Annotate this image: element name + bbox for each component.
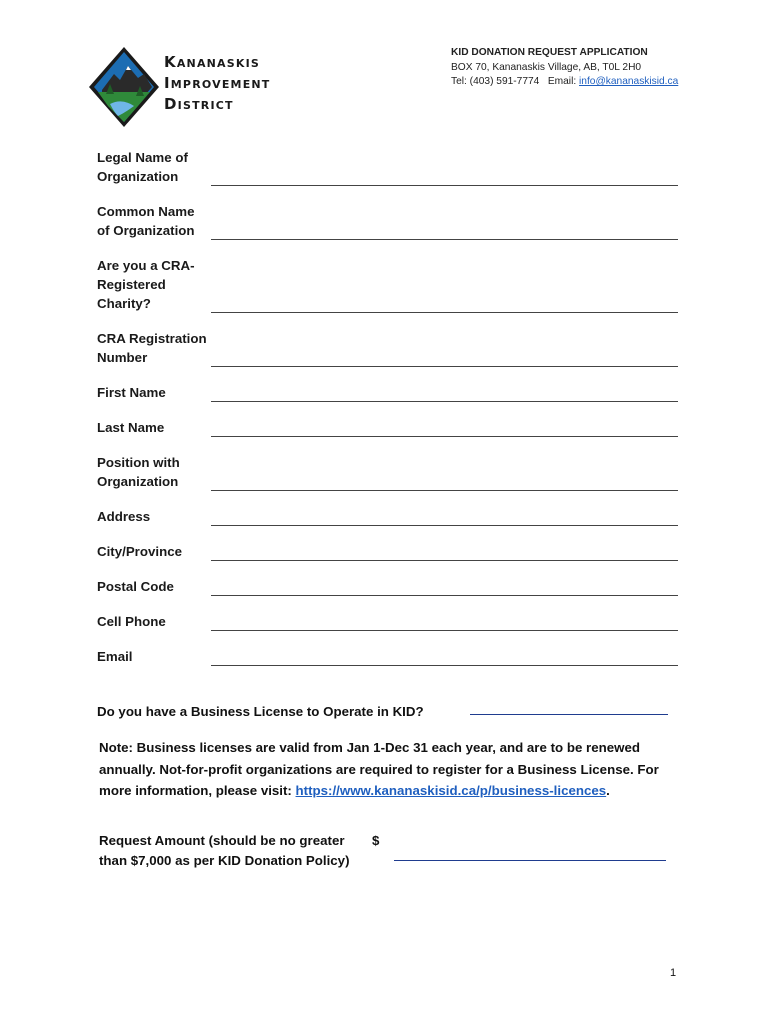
field-label: Email bbox=[97, 649, 133, 664]
field-cra-number bbox=[97, 329, 678, 369]
kananaskis-logo bbox=[88, 44, 298, 134]
contact-line bbox=[451, 75, 678, 90]
cell-phone-input-line[interactable] bbox=[211, 630, 678, 631]
field-label: Last Name bbox=[97, 420, 165, 435]
cra-charity-input-line[interactable] bbox=[211, 312, 678, 313]
field-cra-charity bbox=[97, 256, 678, 314]
page-number: 1 bbox=[670, 967, 677, 979]
business-licences-link[interactable]: https://www.kananaskisid.ca/p/business-licences bbox=[295, 783, 607, 798]
cra-number-input-line[interactable] bbox=[211, 366, 678, 367]
business-license-note bbox=[99, 737, 679, 802]
request-amount-input-line[interactable] bbox=[394, 860, 666, 861]
field-label: Legal Name of Organization bbox=[97, 150, 188, 184]
field-last-name bbox=[97, 418, 678, 440]
logo-diamond-icon bbox=[88, 46, 160, 128]
field-label: First Name bbox=[97, 385, 166, 400]
currency-symbol: $ bbox=[372, 833, 380, 848]
common-name-input-line[interactable] bbox=[211, 239, 678, 240]
legal-name-input-line[interactable] bbox=[211, 185, 678, 186]
logo-wordmark bbox=[164, 52, 271, 115]
request-amount-row bbox=[99, 831, 679, 875]
field-common-name bbox=[97, 202, 678, 242]
postal-code-input-line[interactable] bbox=[211, 595, 678, 596]
field-label: Position with Organization bbox=[97, 455, 180, 489]
first-name-input-line[interactable] bbox=[211, 401, 678, 402]
form-title: KID DONATION REQUEST APPLICATION bbox=[451, 47, 648, 58]
question-text: Do you have a Business License to Operate in KID? bbox=[97, 704, 424, 719]
logo-line-3: District bbox=[164, 95, 234, 113]
logo-line-1: Kananaskis bbox=[164, 53, 261, 71]
email-link[interactable]: info@kananaskisid.ca bbox=[579, 76, 679, 87]
address-input-line[interactable] bbox=[211, 525, 678, 526]
field-label: City/Province bbox=[97, 544, 182, 559]
field-address bbox=[97, 507, 678, 529]
city-province-input-line[interactable] bbox=[211, 560, 678, 561]
header-contact bbox=[451, 46, 678, 90]
logo-line-2: Improvement bbox=[164, 74, 271, 92]
request-amount-label: Request Amount (should be no greater than $7,000 as per KID Donation Policy) bbox=[99, 833, 350, 868]
email-input-line[interactable] bbox=[211, 665, 678, 666]
position-input-line[interactable] bbox=[211, 490, 678, 491]
field-label: Common Name of Organization bbox=[97, 204, 195, 238]
field-city-province bbox=[97, 542, 678, 564]
phone-number: Tel: (403) 591-7774 bbox=[451, 76, 540, 87]
last-name-input-line[interactable] bbox=[211, 436, 678, 437]
field-label: CRA Registration Number bbox=[97, 331, 207, 365]
field-email bbox=[97, 647, 678, 669]
field-label: Are you a CRA-Registered Charity? bbox=[97, 258, 195, 311]
field-label: Cell Phone bbox=[97, 614, 166, 629]
field-label: Address bbox=[97, 509, 151, 524]
field-label: Postal Code bbox=[97, 579, 174, 594]
email-label: Email: bbox=[547, 76, 577, 87]
business-license-answer-line[interactable] bbox=[470, 714, 668, 715]
mailing-address: BOX 70, Kananaskis Village, AB, T0L 2H0 bbox=[451, 61, 642, 73]
field-legal-name bbox=[97, 148, 678, 188]
field-position bbox=[97, 453, 678, 493]
field-postal-code bbox=[97, 577, 678, 599]
field-cell-phone bbox=[97, 612, 678, 634]
note-end: . bbox=[606, 783, 610, 798]
note-text: Note: Business licenses are valid from Jan 1-Dec 31 each year, and are to be renewed annually. Not-for-profit organizations are required to register for a Business License. For more information, please visit: bbox=[99, 740, 659, 798]
field-first-name bbox=[97, 383, 678, 405]
business-license-question bbox=[97, 702, 677, 724]
